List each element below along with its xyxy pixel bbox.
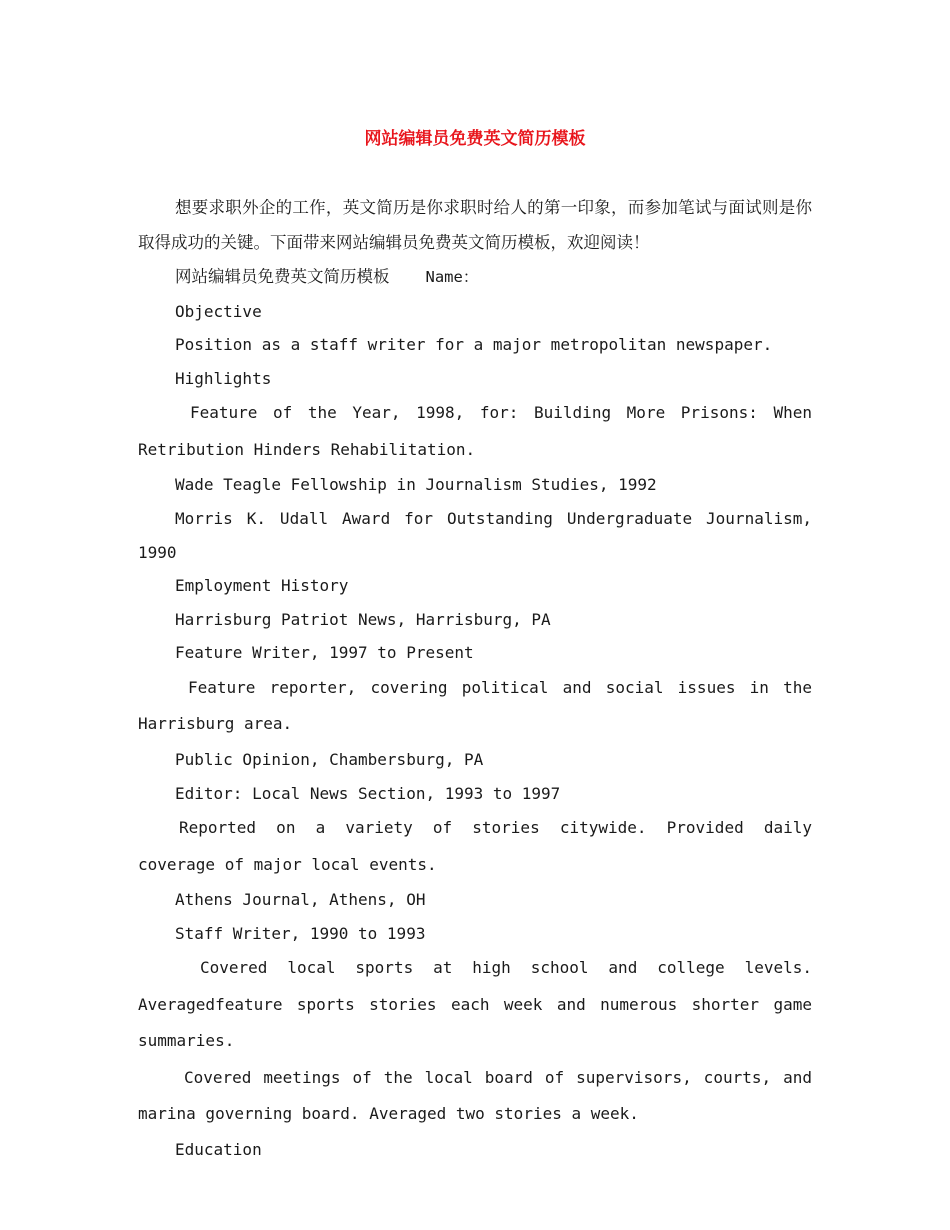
objective-text: Position as a staff writer for a major metropolitan newspaper.	[175, 335, 773, 355]
objective-heading: Objective	[175, 301, 262, 321]
job2-employer: Public Opinion, Chambersburg, PA	[175, 749, 484, 769]
document-body	[138, 191, 812, 1166]
template-heading-line	[138, 260, 812, 295]
document-title: 网站编辑员免费英文简历模板	[364, 129, 586, 149]
education-heading: Education	[175, 1139, 262, 1159]
job3-title: Staff Writer, 1990 to 1993	[175, 923, 426, 943]
job3-description-1: Covered local sports at high school and college levels. Averagedfeature sports stories each week and numerous shorter game summaries.	[138, 958, 812, 1051]
employment-heading: Employment History	[175, 576, 349, 596]
highlights-heading: Highlights	[175, 368, 272, 388]
job2-title: Editor: Local News Section, 1993 to 1997	[175, 783, 561, 803]
highlight-item-1: Feature of the Year, 1998, for: Building More Prisons: When Retribution Hinders Rehabilitation.	[138, 403, 812, 459]
template-heading: 网站编辑员免费英文简历模板	[175, 267, 390, 286]
job1-employer: Harrisburg Patriot News, Harrisburg, PA	[175, 609, 551, 629]
highlight-item-3: Morris K. Udall Award for Outstanding Undergraduate Journalism, 1990	[138, 508, 812, 562]
job2-description: Reported on a variety of stories citywide. Provided daily coverage of major local events.	[138, 818, 812, 874]
highlight-item-2: Wade Teagle Fellowship in Journalism Studies, 1992	[175, 475, 657, 495]
intro-paragraph: 想要求职外企的工作，英文简历是你求职时给人的第一印象，而参加笔试与面试则是你取得成功的关键。下面带来网站编辑员免费英文简历模板，欢迎阅读！	[138, 198, 812, 252]
name-label: Name：	[425, 268, 479, 286]
job3-employer: Athens Journal, Athens, OH	[175, 890, 426, 910]
job1-title: Feature Writer, 1997 to Present	[175, 643, 474, 663]
job3-description-2: Covered meetings of the local board of supervisors, courts, and marina governing board. Averaged two stories a week.	[138, 1067, 812, 1124]
job1-description: Feature reporter, covering political and social issues in the Harrisburg area.	[138, 677, 812, 734]
